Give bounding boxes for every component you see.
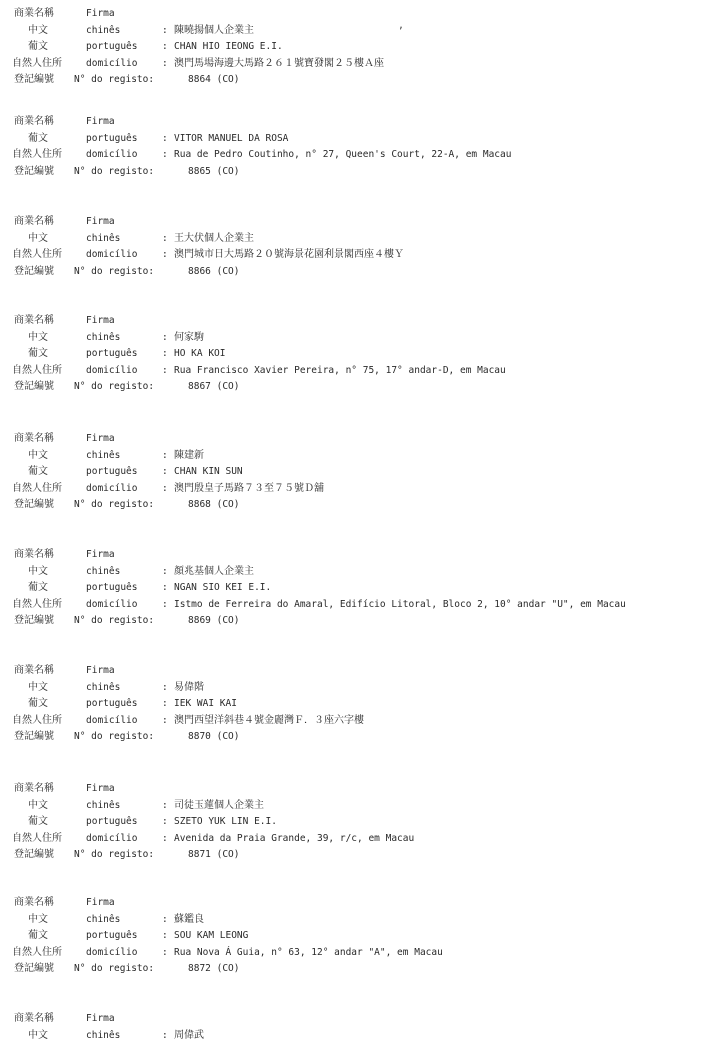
registry-label-zh: 登記編號 <box>14 615 54 626</box>
firm-label-pt: Firma <box>86 433 115 444</box>
firm-label-pt: Firma <box>86 116 115 127</box>
colon-separator: : <box>162 466 168 477</box>
colon-separator: : <box>162 582 168 593</box>
firm-label-pt: Firma <box>86 8 115 19</box>
stray-mark: , <box>398 20 405 31</box>
chinese-label-zh: 中文 <box>28 1030 48 1041</box>
chinese-label-zh: 中文 <box>28 450 48 461</box>
colon-separator: : <box>162 914 168 925</box>
domicile-label-pt: domicílio <box>86 483 138 494</box>
chinese-name-value: 陳曉揚個人企業主 <box>174 25 254 36</box>
portuguese-label-zh: 葡文 <box>28 930 48 941</box>
chinese-name-value: 蘇鑑良 <box>174 914 204 925</box>
chinese-label-zh: 中文 <box>28 233 48 244</box>
domicile-label-pt: domicílio <box>86 947 138 958</box>
colon-separator: : <box>162 483 168 494</box>
chinese-label-zh: 中文 <box>28 566 48 577</box>
portuguese-name-value: VITOR MANUEL DA ROSA <box>174 133 289 144</box>
registry-label-pt: N° do registo: <box>74 266 155 277</box>
domicile-label-zh: 自然人住所 <box>12 58 62 69</box>
domicile-value: 澳門西望洋斜巷４號金麗灣Ｆ．３座六字樓 <box>174 715 364 726</box>
domicile-value: 澳門殷皇子馬路７３至７５號Ｄ舖 <box>174 483 324 494</box>
colon-separator: : <box>162 682 168 693</box>
portuguese-name-value: CHAN KIN SUN <box>174 466 243 477</box>
portuguese-label-pt: português <box>86 698 138 709</box>
registry-number-value: 8872 (CO) <box>188 963 240 974</box>
registry-label-zh: 登記編號 <box>14 849 54 860</box>
portuguese-label-zh: 葡文 <box>28 133 48 144</box>
firm-label-pt: Firma <box>86 897 115 908</box>
firm-label-pt: Firma <box>86 665 115 676</box>
firm-label-zh: 商業名稱 <box>14 1013 54 1024</box>
chinese-label-pt: chinês <box>86 682 121 693</box>
registry-label-zh: 登記編號 <box>14 166 54 177</box>
chinese-name-value: 司徒玉蓮個人企業主 <box>174 800 264 811</box>
domicile-value: Rua de Pedro Coutinho, n° 27, Queen's Court, 22-A, em Macau <box>174 149 512 160</box>
portuguese-label-pt: português <box>86 348 138 359</box>
domicile-label-pt: domicílio <box>86 833 138 844</box>
registry-number-value: 8867 (CO) <box>188 381 240 392</box>
colon-separator: : <box>162 332 168 343</box>
registry-label-pt: N° do registo: <box>74 381 155 392</box>
domicile-label-pt: domicílio <box>86 58 138 69</box>
portuguese-label-zh: 葡文 <box>28 582 48 593</box>
registry-label-zh: 登記編號 <box>14 266 54 277</box>
chinese-name-value: 顏兆基個人企業主 <box>174 566 254 577</box>
colon-separator: : <box>162 25 168 36</box>
registry-label-pt: N° do registo: <box>74 963 155 974</box>
chinese-label-pt: chinês <box>86 332 121 343</box>
chinese-name-value: 何家駒 <box>174 332 204 343</box>
firm-label-zh: 商業名稱 <box>14 116 54 127</box>
chinese-name-value: 易偉階 <box>174 682 204 693</box>
registry-number-value: 8865 (CO) <box>188 166 240 177</box>
portuguese-name-value: SZETO YUK LIN E.I. <box>174 816 277 827</box>
firm-label-pt: Firma <box>86 216 115 227</box>
colon-separator: : <box>162 58 168 69</box>
domicile-value: Istmo de Ferreira do Amaral, Edifício Litoral, Bloco 2, 10° andar "U", em Macau <box>174 599 626 610</box>
domicile-label-zh: 自然人住所 <box>12 947 62 958</box>
portuguese-label-pt: português <box>86 930 138 941</box>
portuguese-label-pt: português <box>86 582 138 593</box>
colon-separator: : <box>162 800 168 811</box>
domicile-label-zh: 自然人住所 <box>12 483 62 494</box>
portuguese-label-zh: 葡文 <box>28 466 48 477</box>
portuguese-label-pt: português <box>86 133 138 144</box>
colon-separator: : <box>162 698 168 709</box>
registry-label-pt: N° do registo: <box>74 166 155 177</box>
registry-number-value: 8866 (CO) <box>188 266 240 277</box>
portuguese-name-value: IEK WAI KAI <box>174 698 237 709</box>
firm-label-zh: 商業名稱 <box>14 549 54 560</box>
colon-separator: : <box>162 599 168 610</box>
colon-separator: : <box>162 1030 168 1041</box>
colon-separator: : <box>162 249 168 260</box>
registry-label-zh: 登記編號 <box>14 731 54 742</box>
colon-separator: : <box>162 947 168 958</box>
domicile-label-zh: 自然人住所 <box>12 149 62 160</box>
chinese-label-pt: chinês <box>86 800 121 811</box>
chinese-label-pt: chinês <box>86 450 121 461</box>
registry-label-pt: N° do registo: <box>74 731 155 742</box>
domicile-value: 澳門馬場海邊大馬路２６１號寶發閣２５樓Ａ座 <box>174 58 384 69</box>
chinese-label-zh: 中文 <box>28 800 48 811</box>
firm-label-zh: 商業名稱 <box>14 897 54 908</box>
chinese-name-value: 王大伏個人企業主 <box>174 233 254 244</box>
registry-number-value: 8869 (CO) <box>188 615 240 626</box>
portuguese-label-zh: 葡文 <box>28 816 48 827</box>
chinese-label-pt: chinês <box>86 914 121 925</box>
registry-label-zh: 登記編號 <box>14 381 54 392</box>
chinese-label-pt: chinês <box>86 25 121 36</box>
chinese-label-pt: chinês <box>86 1030 121 1041</box>
domicile-label-zh: 自然人住所 <box>12 715 62 726</box>
domicile-label-pt: domicílio <box>86 365 138 376</box>
registry-label-pt: N° do registo: <box>74 615 155 626</box>
domicile-value: Avenida da Praia Grande, 39, r/c, em Macau <box>174 833 415 844</box>
colon-separator: : <box>162 149 168 160</box>
registry-label-pt: N° do registo: <box>74 74 155 85</box>
chinese-label-zh: 中文 <box>28 682 48 693</box>
colon-separator: : <box>162 833 168 844</box>
firm-label-pt: Firma <box>86 315 115 326</box>
portuguese-label-pt: português <box>86 41 138 52</box>
domicile-label-pt: domicílio <box>86 149 138 160</box>
colon-separator: : <box>162 41 168 52</box>
domicile-label-zh: 自然人住所 <box>12 833 62 844</box>
registry-number-value: 8864 (CO) <box>188 74 240 85</box>
registry-label-zh: 登記編號 <box>14 963 54 974</box>
colon-separator: : <box>162 348 168 359</box>
domicile-label-pt: domicílio <box>86 715 138 726</box>
firm-label-zh: 商業名稱 <box>14 315 54 326</box>
portuguese-label-zh: 葡文 <box>28 348 48 359</box>
portuguese-label-zh: 葡文 <box>28 698 48 709</box>
registry-number-value: 8868 (CO) <box>188 499 240 510</box>
firm-label-zh: 商業名稱 <box>14 433 54 444</box>
portuguese-label-zh: 葡文 <box>28 41 48 52</box>
chinese-name-value: 陳建新 <box>174 450 204 461</box>
chinese-label-zh: 中文 <box>28 914 48 925</box>
chinese-label-pt: chinês <box>86 566 121 577</box>
colon-separator: : <box>162 566 168 577</box>
portuguese-name-value: NGAN SIO KEI E.I. <box>174 582 272 593</box>
portuguese-name-value: CHAN HIO IEONG E.I. <box>174 41 283 52</box>
domicile-value: 澳門城市日大馬路２０號海景花園利景閣西座４樓Ｙ <box>174 249 404 260</box>
chinese-label-zh: 中文 <box>28 332 48 343</box>
domicile-label-pt: domicílio <box>86 599 138 610</box>
colon-separator: : <box>162 816 168 827</box>
portuguese-label-pt: português <box>86 816 138 827</box>
registry-label-zh: 登記編號 <box>14 499 54 510</box>
colon-separator: : <box>162 930 168 941</box>
firm-label-pt: Firma <box>86 783 115 794</box>
registry-label-pt: N° do registo: <box>74 499 155 510</box>
domicile-value: Rua Francisco Xavier Pereira, n° 75, 17° andar-D, em Macau <box>174 365 506 376</box>
domicile-value: Rua Nova Á Guia, n° 63, 12° andar "A", em Macau <box>174 947 443 958</box>
colon-separator: : <box>162 365 168 376</box>
domicile-label-zh: 自然人住所 <box>12 249 62 260</box>
domicile-label-pt: domicílio <box>86 249 138 260</box>
colon-separator: : <box>162 715 168 726</box>
firm-label-pt: Firma <box>86 549 115 560</box>
colon-separator: : <box>162 133 168 144</box>
portuguese-name-value: SOU KAM LEONG <box>174 930 249 941</box>
firm-label-zh: 商業名稱 <box>14 216 54 227</box>
firm-label-pt: Firma <box>86 1013 115 1024</box>
domicile-label-zh: 自然人住所 <box>12 599 62 610</box>
chinese-label-pt: chinês <box>86 233 121 244</box>
registry-label-pt: N° do registo: <box>74 849 155 860</box>
registry-number-value: 8871 (CO) <box>188 849 240 860</box>
chinese-name-value: 周偉武 <box>174 1030 204 1041</box>
registry-number-value: 8870 (CO) <box>188 731 240 742</box>
portuguese-label-pt: português <box>86 466 138 477</box>
domicile-label-zh: 自然人住所 <box>12 365 62 376</box>
firm-label-zh: 商業名稱 <box>14 665 54 676</box>
firm-label-zh: 商業名稱 <box>14 8 54 19</box>
chinese-label-zh: 中文 <box>28 25 48 36</box>
colon-separator: : <box>162 233 168 244</box>
portuguese-name-value: HO KA KOI <box>174 348 226 359</box>
firm-label-zh: 商業名稱 <box>14 783 54 794</box>
colon-separator: : <box>162 450 168 461</box>
registry-label-zh: 登記編號 <box>14 74 54 85</box>
